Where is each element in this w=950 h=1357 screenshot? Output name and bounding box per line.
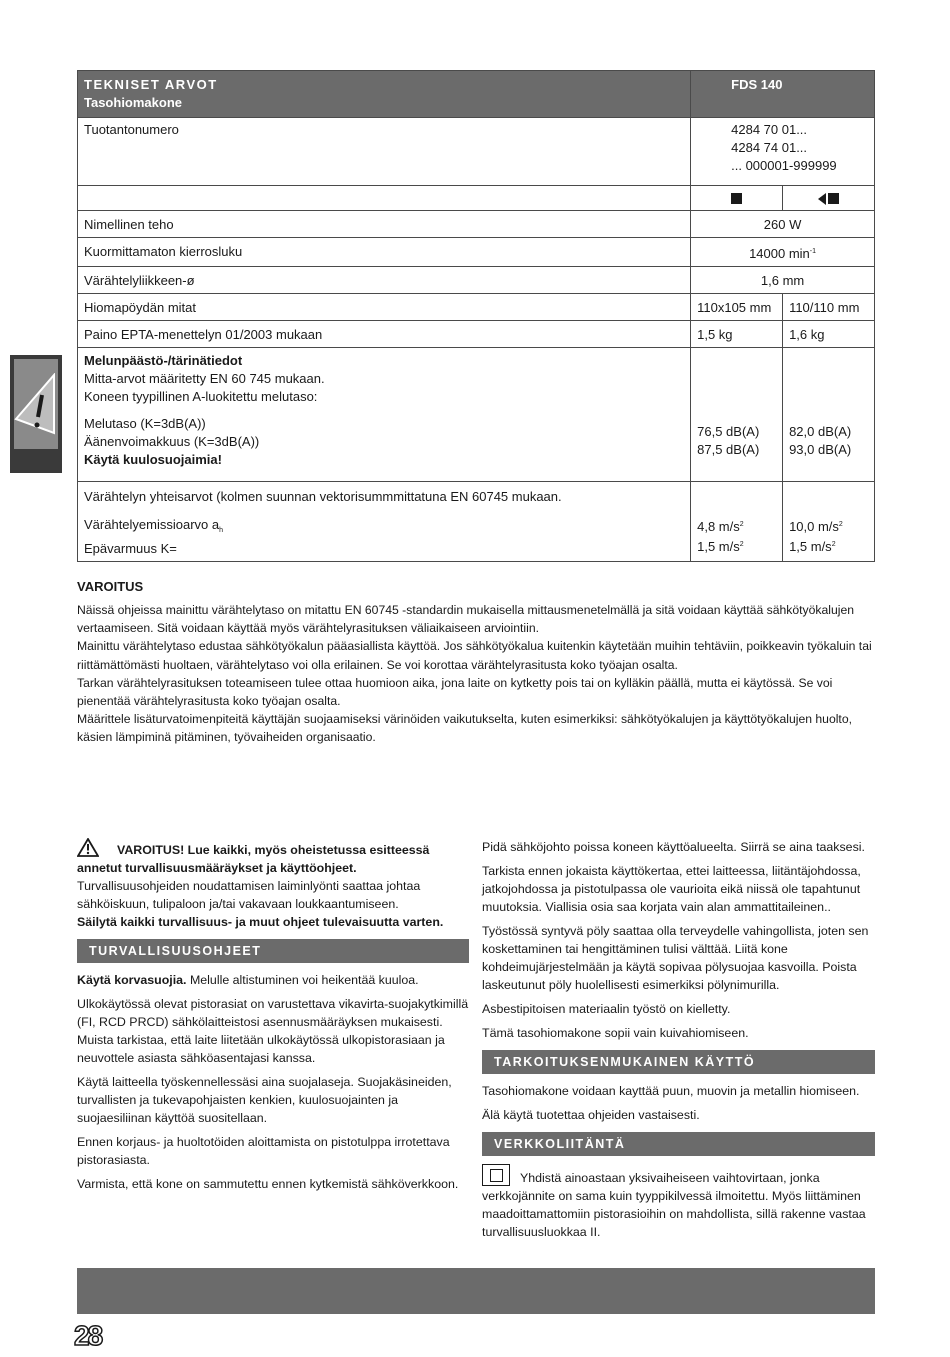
weight-row: Paino EPTA-menettelyn 01/2003 mukaan 1,5 kg 1,6 kg xyxy=(78,321,875,348)
section-mains: VERKKOLIITÄNTÄ xyxy=(482,1132,875,1156)
warning-icon xyxy=(77,838,99,857)
pad-size-row: Hiomapöydän mitat 110x105 mm 110/110 mm xyxy=(78,294,875,321)
vibration-row: Värähtelyn yhteisarvot (kolmen suunnan vektorisummmittatuna EN 60745 mukaan. Värähtelyemissioarvo $a_h$ Epävarmuus K= 4,8 $m/s^2$ 1,5 $m/s^2$ 10,0 $m/s^2$ 1,5 $m/s^2$ xyxy=(78,482,875,562)
square-icon xyxy=(691,186,783,211)
warning-text: Näissä ohjeissa mainittu värähtelytaso on mitattu EN 60745 -standardin mukaisella mittausmenetelmällä ja sitä voidaan käyttää sähkötyökalujen vertaamiseen. Sitä voidaan käyttää myös värähtelyrasituksen väliaikaiseen arviointiin. Mainittu värähtelytaso edustaa sähkötyökalun pääasiallista käyttöä. Jos sähkötyökalua kuitenkin käytetään muihin tehtäviin, poikkeavin työkaluin tai riittämättömästi huoltaen, värähtelytaso voi olla erilainen. Se voi korottaa värähtelyrasitusta koko työajan osalta. Tarkan värähtelyrasituksen toteamiseen tulee ottaa huomioon aika, jona laite on kytketty pois tai on kylläkin päällä, mutta ei käytössä. Se voi pienentää värähtelyrasitusta koko työajan osalta. Määrittele lisäturvatoimenpiteitä käyttäjän suojaamiseksi värinöiden vaikutukselta, kuten esimerkiksi: sähkötyökalujen ja käyttötyökalujen huolto, käsien lämpiminä pitäminen, työvaiheiden organisaatio. xyxy=(77,603,872,745)
right-column: Pidä sähköjohto poissa koneen käyttöalueelta. Siirrä se aina taaksesi. Tarkista ennen jokaista käyttökertaa, ettei laitteessa, liitäntäjohdossa, jatkojohdossa ja pistotulpassa ole vaurioita eikä niissä ole tapahtunut muutoksia. Viallisia osia saa korjata vain alan ammattitaileinen.. Työstössä syntyvä pöly saattaa olla terveydelle vahingollista, joten sen koskettaminen tai hengittäminen tulisi välttää. Liitä kone kohdeimujärjestelmään ja käytä sopivaa pölysuojaa kasvoilla. Poista laskeutunut pöly huolellisesti esimerkiksi pölynimurilla. Asbestipitoisen materiaalin työstö on kielletty. Tämä tasohiomakone sopii vain kuivahiomiseen. TARKOITUKSENMUKAINEN KÄYTTÖ Tasohiomakone voidaan kayttää puun, muovin ja metallin hiomiseen. Älä käytä tuotettaa ohjeiden vastaisesti. VERKKOLIITÄNTÄ Yhdistä ainoastaan yksivaiheiseen vaihtovirtaan, jonka verkkojännite on sama kuin tyyppikilvessä ilmoitettu. Myös liittäminen maadoittamattomiin pistorasioihin on mahdollista, sillä rakenne vastaa turvallisuusluokkaa II. xyxy=(482,838,875,1247)
spec-header-subtitle: Tasohiomakone xyxy=(84,95,183,110)
warning-title: VAROITUS xyxy=(77,579,144,594)
section-safety: TURVALLISUUSOHJEET xyxy=(77,939,469,963)
noise-row: Melunpäästö-/tärinätiedot Mitta-arvot määritetty EN 60 745 mukaan. Koneen tyypillinen A-luokitettu melutaso: Melutaso (K=3dB(A)) Äänenvoimakkuus (K=3dB(A)) Käytä kuulosuojaimia! 76,5 dB(A) 87,5 dB(A) 82,0 dB(A) 93,0 dB(A) xyxy=(78,348,875,482)
product-number-row xyxy=(78,118,875,186)
no-load-speed-row: Kuormittamaton kierrosluku 14000 $\min^{-1}$ xyxy=(78,238,875,267)
spec-header-title-cell xyxy=(78,71,691,118)
rated-power-row: Nimellinen teho 260 W xyxy=(78,211,875,238)
spec-header-row xyxy=(78,71,875,118)
section-intended-use: TARKOITUKSENMUKAINEN KÄYTTÖ xyxy=(482,1050,875,1074)
variant-icon-row xyxy=(78,186,875,211)
spec-table xyxy=(77,70,875,562)
product-number-values: 4284 70 01... 4284 74 01... ... 000001-999999 xyxy=(691,118,875,186)
left-column: VAROITUS! Lue kaikki, myös oheistetussa esitteessä annetut turvallisuusmääräykset ja käyttöohjeet. Turvallisuusohjeiden noudattamisen laiminlyönti saattaa johtaa sähköiskuun, tulipaloon ja/tai vakavaan loukkaantumiseen. Säilytä kaikki turvallisuus- ja muut ohjeet tulevaisuutta varten. TURVALLISUUSOHJEET Käytä korvasuojia. Melulle altistuminen voi heikentää kuuloa. Ulkokäytössä olevat pistorasiat on varustettava vikavirta-suojakytkimillä (FI, RCD PRCD) sähkölaitteistosi asennusmääräyksen mukaisesti. Muista tarkistaa, että laite liitetään ulkokäytössä ulkopistorasiaan ja neuvottele asiasta sähköasentajasi kanssa. Käytä laitteella työskennellessäsi aina suojalaseja. Suojakäsineiden, turvallisten ja tukevapohjaisten kenkien, kuulosuojainten ja suojaesiliinan käyttöä suositellaan. Ennen korjaus- ja huoltotöiden aloittamista on pistotulppa irrotettava pistorasiasta. Varmista, että kone on sammutettu ennen kytkemistä sähköverkkoon. xyxy=(77,838,469,1199)
arrow-square-icon xyxy=(783,186,875,211)
intro-warning: VAROITUS! Lue kaikki, myös oheistetussa esitteessä annetut turvallisuusmääräykset ja käyttöohjeet. Turvallisuusohjeiden noudattamisen laiminlyönti saattaa johtaa sähköiskuun, tulipaloon ja/tai vakavaan loukkaantumiseen. Säilytä kaikki turvallisuus- ja muut ohjeet tulevaisuutta varten. xyxy=(77,838,469,931)
double-insulation-icon xyxy=(482,1164,510,1186)
side-warning-tab xyxy=(10,355,62,473)
spec-header-model: FDS 140 xyxy=(691,71,875,118)
page-number: 28 xyxy=(74,1320,102,1351)
spec-header-title: TEKNISET ARVOT xyxy=(84,77,218,92)
warning-triangle-icon xyxy=(14,373,58,435)
orbit-row: Värähtelyliikkeen-ø 1,6 mm xyxy=(78,267,875,294)
product-number-label: Tuotantonumero xyxy=(78,118,691,186)
footer-bar xyxy=(77,1268,875,1314)
